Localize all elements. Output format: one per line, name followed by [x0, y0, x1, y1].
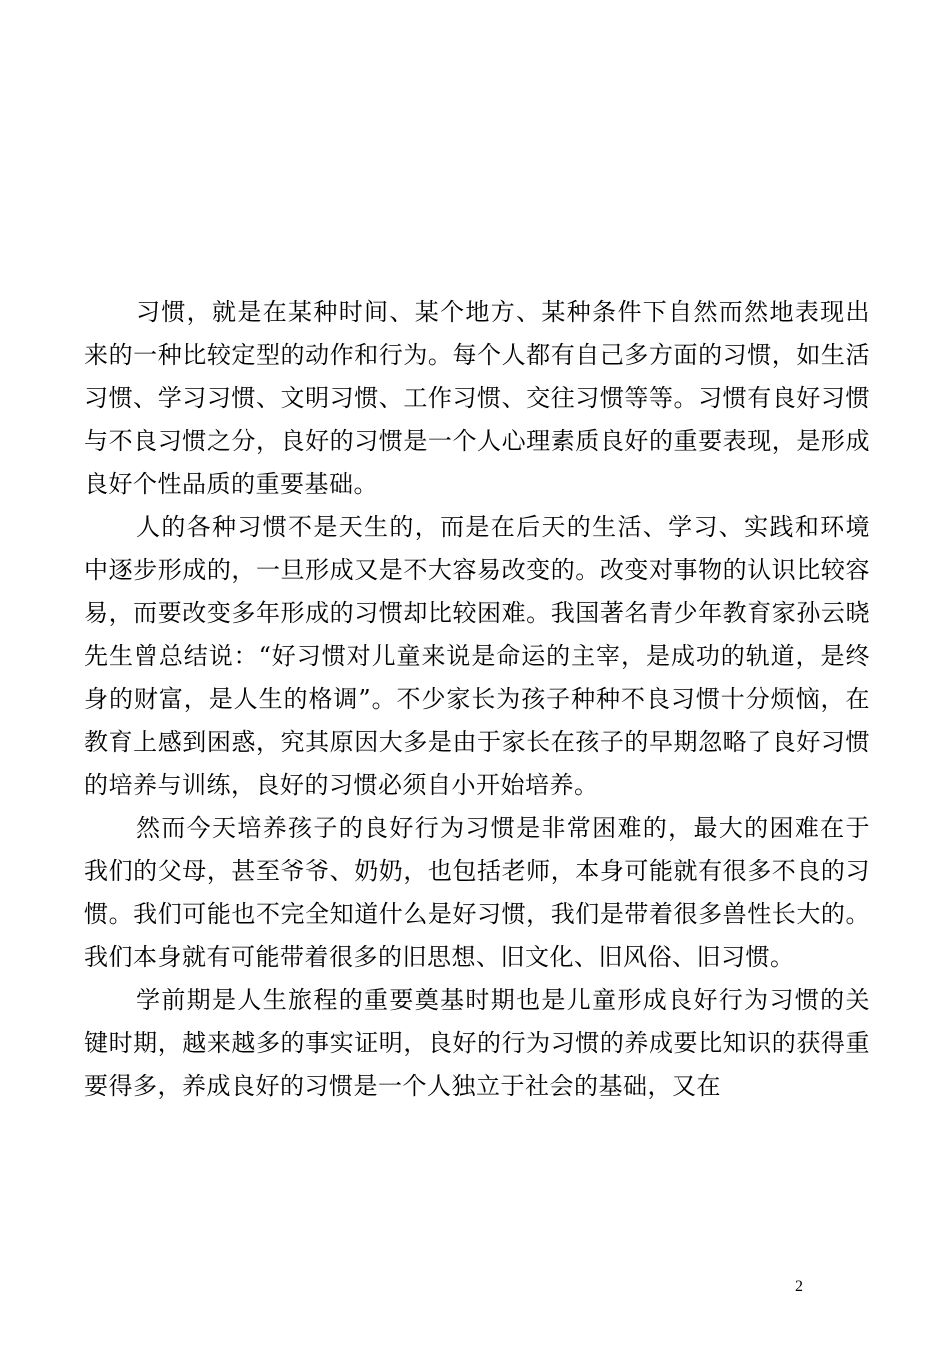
paragraph-4: 学前期是人生旅程的重要奠基时期也是儿童形成良好行为习惯的关键时期，越来越多的事实证明，良好的行为习惯的养成要比知识的获得重要得多，养成良好的习惯是一个人独立于社会的基础，又在	[84, 986, 870, 1100]
paragraph-2: 人的各种习惯不是天生的，而是在后天的生活、学习、实践和环境中逐步形成的，一旦形成又是不大容易改变的。改变对事物的认识比较容易，而要改变多年形成的习惯却比较困难。我国著名青少年教育家孙云晓先生曾总结说：“好习惯对儿童来说是命运的主宰，是成功的轨道，是终身的财富，是人生的格调”。不少家长为孩子种种不良习惯十分烦恼，在教育上感到困惑，究其原因大多是由于家长在孩子的早期忽略了良好习惯的培养与训练，良好的习惯必须自小开始培养。	[84, 513, 870, 799]
page-number: 2	[795, 1278, 803, 1295]
body-text	[84, 291, 870, 1108]
paragraph-1: 习惯，就是在某种时间、某个地方、某种条件下自然而然地表现出来的一种比较定型的动作和行为。每个人都有自己多方面的习惯，如生活习惯、学习习惯、文明习惯、工作习惯、交往习惯等等。习惯有良好习惯与不良习惯之分，良好的习惯是一个人心理素质良好的重要表现，是形成良好个性品质的重要基础。	[84, 298, 870, 498]
paragraph-3: 然而今天培养孩子的良好行为习惯是非常困难的，最大的困难在于我们的父母，甚至爷爷、奶奶，也包括老师，本身可能就有很多不良的习惯。我们可能也不完全知道什么是好习惯，我们是带着很多兽性长大的。我们本身就有可能带着很多的旧思想、旧文化、旧风俗、旧习惯。	[84, 814, 870, 971]
